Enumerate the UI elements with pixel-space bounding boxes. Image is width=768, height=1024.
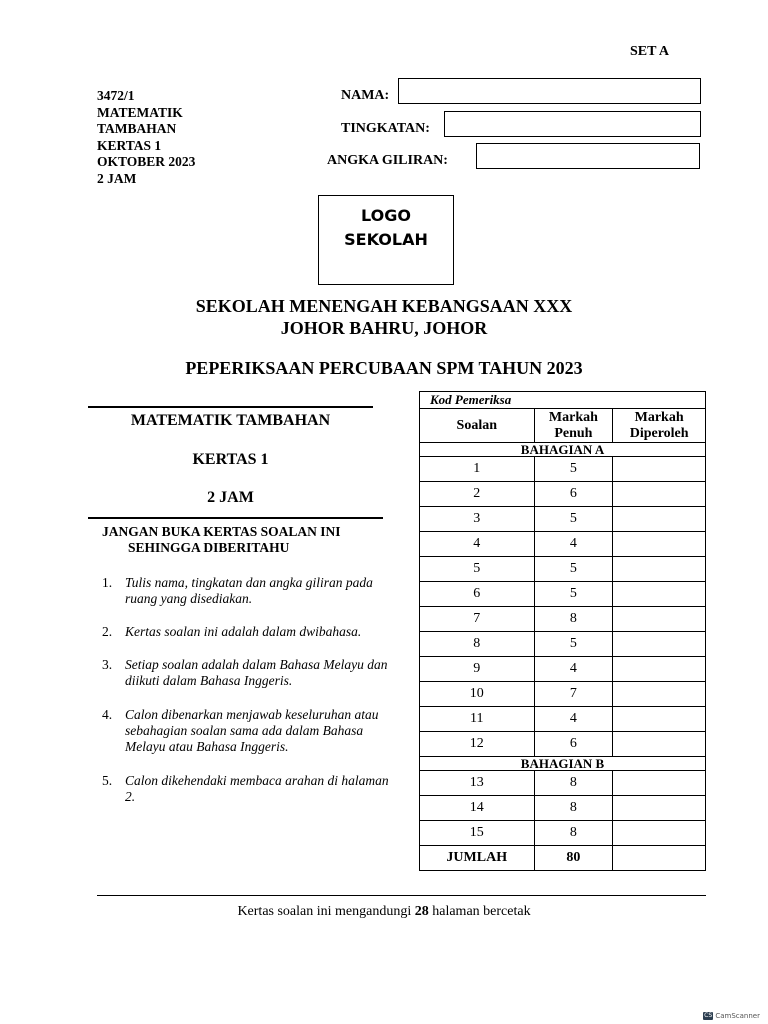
full-mark: 5 <box>534 457 613 482</box>
section-b-header: BAHAGIAN B <box>420 757 706 771</box>
instruction-5 <box>102 773 402 805</box>
table-row <box>420 796 706 821</box>
question-number: 8 <box>420 632 535 657</box>
full-mark: 6 <box>534 482 613 507</box>
page-count-note <box>0 904 768 920</box>
warning-line1: JANGAN BUKA KERTAS SOALAN INI <box>102 524 341 539</box>
marks-table <box>419 391 706 871</box>
question-number: 7 <box>420 607 535 632</box>
table-row <box>420 507 706 532</box>
school-name: SEKOLAH MENENGAH KEBANGSAAN XXX <box>195 296 573 316</box>
obtained-mark-cell[interactable] <box>613 557 706 582</box>
obtained-mark-cell[interactable] <box>613 582 706 607</box>
page-count-post: halaman bercetak <box>428 904 531 919</box>
instruction-3 <box>102 657 402 689</box>
question-number: 11 <box>420 707 535 732</box>
question-number: 3 <box>420 507 535 532</box>
obtained-mark-cell[interactable] <box>613 771 706 796</box>
nama-label: NAMA: <box>341 88 390 103</box>
question-number: 12 <box>420 732 535 757</box>
total-obtained-cell[interactable] <box>613 846 706 871</box>
instruction-number: 2. <box>102 624 113 639</box>
paper-duration: 2 JAM <box>97 170 137 186</box>
nama-field[interactable] <box>398 78 701 104</box>
table-row <box>420 557 706 582</box>
full-mark: 4 <box>534 707 613 732</box>
full-mark: 6 <box>534 732 613 757</box>
total-value: 80 <box>534 846 613 871</box>
full-mark: 5 <box>534 582 613 607</box>
table-row <box>420 732 706 757</box>
footer-rule <box>97 895 706 896</box>
warning-notice <box>102 524 402 556</box>
obtained-mark-cell[interactable] <box>613 482 706 507</box>
scanner-watermark <box>703 1012 760 1020</box>
examiner-code-header: Kod Pemeriksa <box>420 392 706 409</box>
section-a-header: BAHAGIAN A <box>420 443 706 457</box>
question-number: 14 <box>420 796 535 821</box>
set-label: SET A <box>630 44 670 59</box>
full-mark: 5 <box>534 557 613 582</box>
question-number: 2 <box>420 482 535 507</box>
question-number: 1 <box>420 457 535 482</box>
table-row <box>420 707 706 732</box>
instruction-text: Calon dibenarkan menjawab keseluruhan atau sebahagian soalan sama ada dalam Bahasa Melayu atau Bahasa Inggeris. <box>125 707 379 754</box>
table-row <box>420 482 706 507</box>
obtained-mark-cell[interactable] <box>613 532 706 557</box>
table-row <box>420 821 706 846</box>
scanner-text: CamScanner <box>715 1012 760 1020</box>
table-row <box>420 532 706 557</box>
paper-info <box>97 88 195 187</box>
angka-giliran-field[interactable] <box>476 143 700 169</box>
full-mark: 8 <box>534 771 613 796</box>
question-number: 15 <box>420 821 535 846</box>
logo-text-line1: LOGO <box>361 206 411 225</box>
table-row <box>420 632 706 657</box>
obtained-mark-cell[interactable] <box>613 457 706 482</box>
full-mark: 4 <box>534 532 613 557</box>
table-row <box>420 607 706 632</box>
paper-code: 3472/1 <box>97 88 135 103</box>
question-number: 10 <box>420 682 535 707</box>
table-row <box>420 457 706 482</box>
instruction-text: Kertas soalan ini adalah dalam dwibahasa. <box>125 624 362 639</box>
subject-top-rule <box>88 406 373 408</box>
subject-duration: 2 JAM <box>207 489 254 506</box>
instruction-1 <box>102 575 402 607</box>
table-row <box>420 582 706 607</box>
full-mark: 8 <box>534 821 613 846</box>
tingkatan-label: TINGKATAN: <box>341 121 430 136</box>
subject-paper: KERTAS 1 <box>192 451 269 468</box>
obtained-mark-cell[interactable] <box>613 632 706 657</box>
full-mark: 4 <box>534 657 613 682</box>
obtained-mark-cell[interactable] <box>613 657 706 682</box>
table-row <box>420 771 706 796</box>
instruction-4 <box>102 707 402 755</box>
page-count-number: 28 <box>414 904 429 919</box>
paper-number: KERTAS 1 <box>97 137 162 153</box>
question-number: 6 <box>420 582 535 607</box>
warning-line2: SEHINGGA DIBERITAHU <box>128 540 290 555</box>
page-count-pre: Kertas soalan ini mengandungi <box>237 904 415 919</box>
logo-text-line2: SEKOLAH <box>344 230 428 249</box>
instruction-text: Tulis nama, tingkatan dan angka giliran pada ruang yang disediakan. <box>125 575 373 606</box>
question-number: 9 <box>420 657 535 682</box>
instruction-number: 4. <box>102 707 113 722</box>
obtained-mark-cell[interactable] <box>613 821 706 846</box>
school-logo-placeholder <box>318 195 454 285</box>
question-number: 4 <box>420 532 535 557</box>
instruction-number: 3. <box>102 657 113 672</box>
table-row <box>420 657 706 682</box>
tingkatan-field[interactable] <box>444 111 701 137</box>
instruction-text: Calon dikehendaki membaca arahan di halaman 2. <box>125 773 389 804</box>
obtained-mark-cell[interactable] <box>613 732 706 757</box>
subject-bottom-rule <box>88 517 383 519</box>
question-number: 13 <box>420 771 535 796</box>
total-label: JUMLAH <box>420 846 535 871</box>
instruction-2 <box>102 624 402 640</box>
obtained-mark-cell[interactable] <box>613 682 706 707</box>
full-mark: 5 <box>534 507 613 532</box>
subject-name: MATEMATIK TAMBAHAN <box>130 412 331 429</box>
angka-giliran-label: ANGKA GILIRAN: <box>327 153 448 168</box>
table-row <box>420 682 706 707</box>
exam-title: PEPERIKSAAN PERCUBAAN SPM TAHUN 2023 <box>185 358 583 378</box>
col-header-markah-penuh: Markah Penuh <box>534 409 613 443</box>
question-number: 5 <box>420 557 535 582</box>
obtained-mark-cell[interactable] <box>613 607 706 632</box>
instruction-text: Setiap soalan adalah dalam Bahasa Melayu dan diikuti dalam Bahasa Inggeris. <box>125 657 388 688</box>
instruction-number: 5. <box>102 773 113 788</box>
col-header-soalan: Soalan <box>420 409 535 443</box>
camscanner-icon: CS <box>704 1012 713 1019</box>
obtained-mark-cell[interactable] <box>613 507 706 532</box>
full-mark: 8 <box>534 607 613 632</box>
full-mark: 5 <box>534 632 613 657</box>
obtained-mark-cell[interactable] <box>613 796 706 821</box>
full-mark: 7 <box>534 682 613 707</box>
instruction-number: 1. <box>102 575 113 590</box>
paper-subject-line2: TAMBAHAN <box>97 121 177 136</box>
paper-date: OKTOBER 2023 <box>97 154 196 169</box>
school-location: JOHOR BAHRU, JOHOR <box>280 318 488 338</box>
paper-subject-line1: MATEMATIK <box>97 104 183 120</box>
full-mark: 8 <box>534 796 613 821</box>
col-header-markah-diperoleh: Markah Diperoleh <box>613 409 706 443</box>
obtained-mark-cell[interactable] <box>613 707 706 732</box>
